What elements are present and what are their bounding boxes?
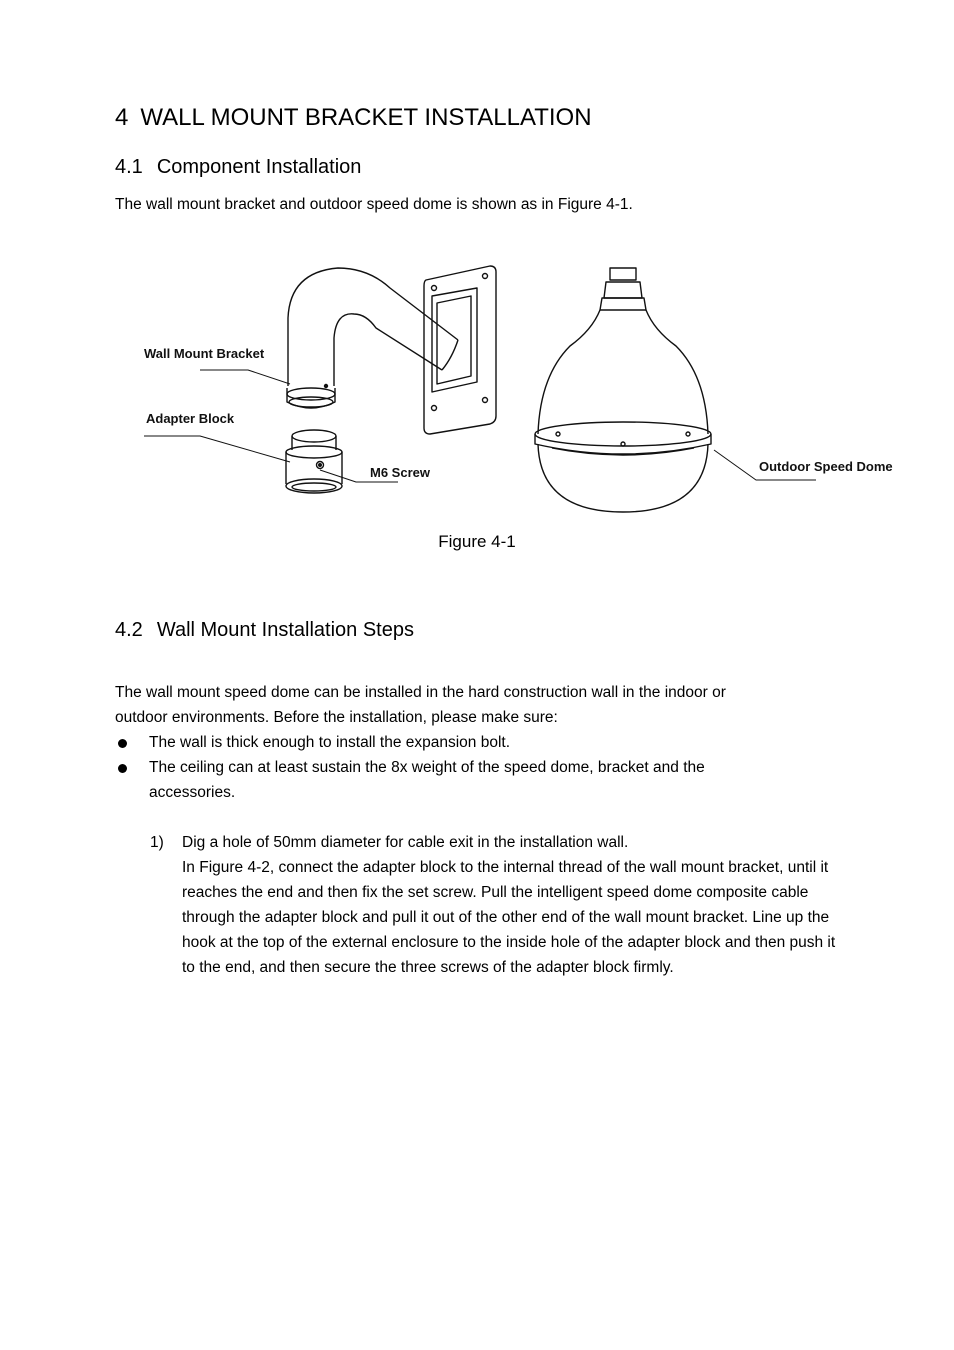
bullet-icon bbox=[118, 764, 127, 773]
label-outdoor-speed-dome: Outdoor Speed Dome bbox=[759, 459, 893, 474]
label-m6-screw: M6 Screw bbox=[370, 465, 430, 480]
section-title: WALL MOUNT BRACKET INSTALLATION bbox=[140, 104, 592, 131]
label-wall-mount-bracket: Wall Mount Bracket bbox=[144, 346, 265, 361]
subsection-title: Wall Mount Installation Steps bbox=[156, 619, 414, 641]
steps-intro-line-2: outdoor environments. Before the installation, please make sure: bbox=[115, 709, 558, 726]
component-intro-paragraph: The wall mount bracket and outdoor speed dome is shown as in Figure 4-1. bbox=[115, 196, 633, 213]
section-number: 4 bbox=[115, 104, 129, 131]
figure-caption: Figure 4-1 bbox=[438, 532, 516, 551]
step-1 bbox=[150, 830, 850, 980]
subsection-heading-installation-steps bbox=[115, 619, 414, 642]
adapter-block-illustration bbox=[286, 430, 342, 493]
label-adapter-block: Adapter Block bbox=[146, 411, 235, 426]
list-item-text: The wall is thick enough to install the expansion bolt. bbox=[149, 734, 511, 751]
subsection-heading-component-installation bbox=[115, 156, 361, 179]
subsection-number: 4.2 bbox=[115, 619, 143, 641]
outdoor-speed-dome-illustration bbox=[535, 268, 711, 512]
requirements-list bbox=[115, 730, 845, 805]
step-number: 1) bbox=[150, 834, 164, 851]
step-text bbox=[182, 830, 850, 980]
subsection-title: Component Installation bbox=[156, 156, 362, 178]
list-item-text: The ceiling can at least sustain the 8x weight of the speed dome, bracket and the accessories. bbox=[149, 759, 705, 801]
bullet-icon bbox=[118, 739, 127, 748]
section-heading bbox=[115, 104, 592, 132]
subsection-number: 4.1 bbox=[115, 156, 143, 178]
step-first-line: Dig a hole of 50mm diameter for cable exit in the installation wall. bbox=[182, 834, 629, 851]
list-item bbox=[115, 755, 789, 805]
figure-wall-mount-components bbox=[140, 258, 920, 520]
list-item bbox=[115, 730, 845, 755]
step-detail: In Figure 4-2, connect the adapter block to the internal thread of the wall mount bracket, until it reaches the end and then fix the set screw. Pull the intelligent speed dome composite cable through the adapter block and pull it out of the other end of the wall mount bracket. Line up the hook at the top of the external enclosure to the inside hole of the adapter block and then push it to the end, and then secure the three screws of the adapter block firmly. bbox=[182, 859, 836, 976]
steps-intro-line-1: The wall mount speed dome can be installed in the hard construction wall in the indoor or bbox=[115, 684, 726, 701]
wall-plate-illustration bbox=[424, 266, 496, 434]
